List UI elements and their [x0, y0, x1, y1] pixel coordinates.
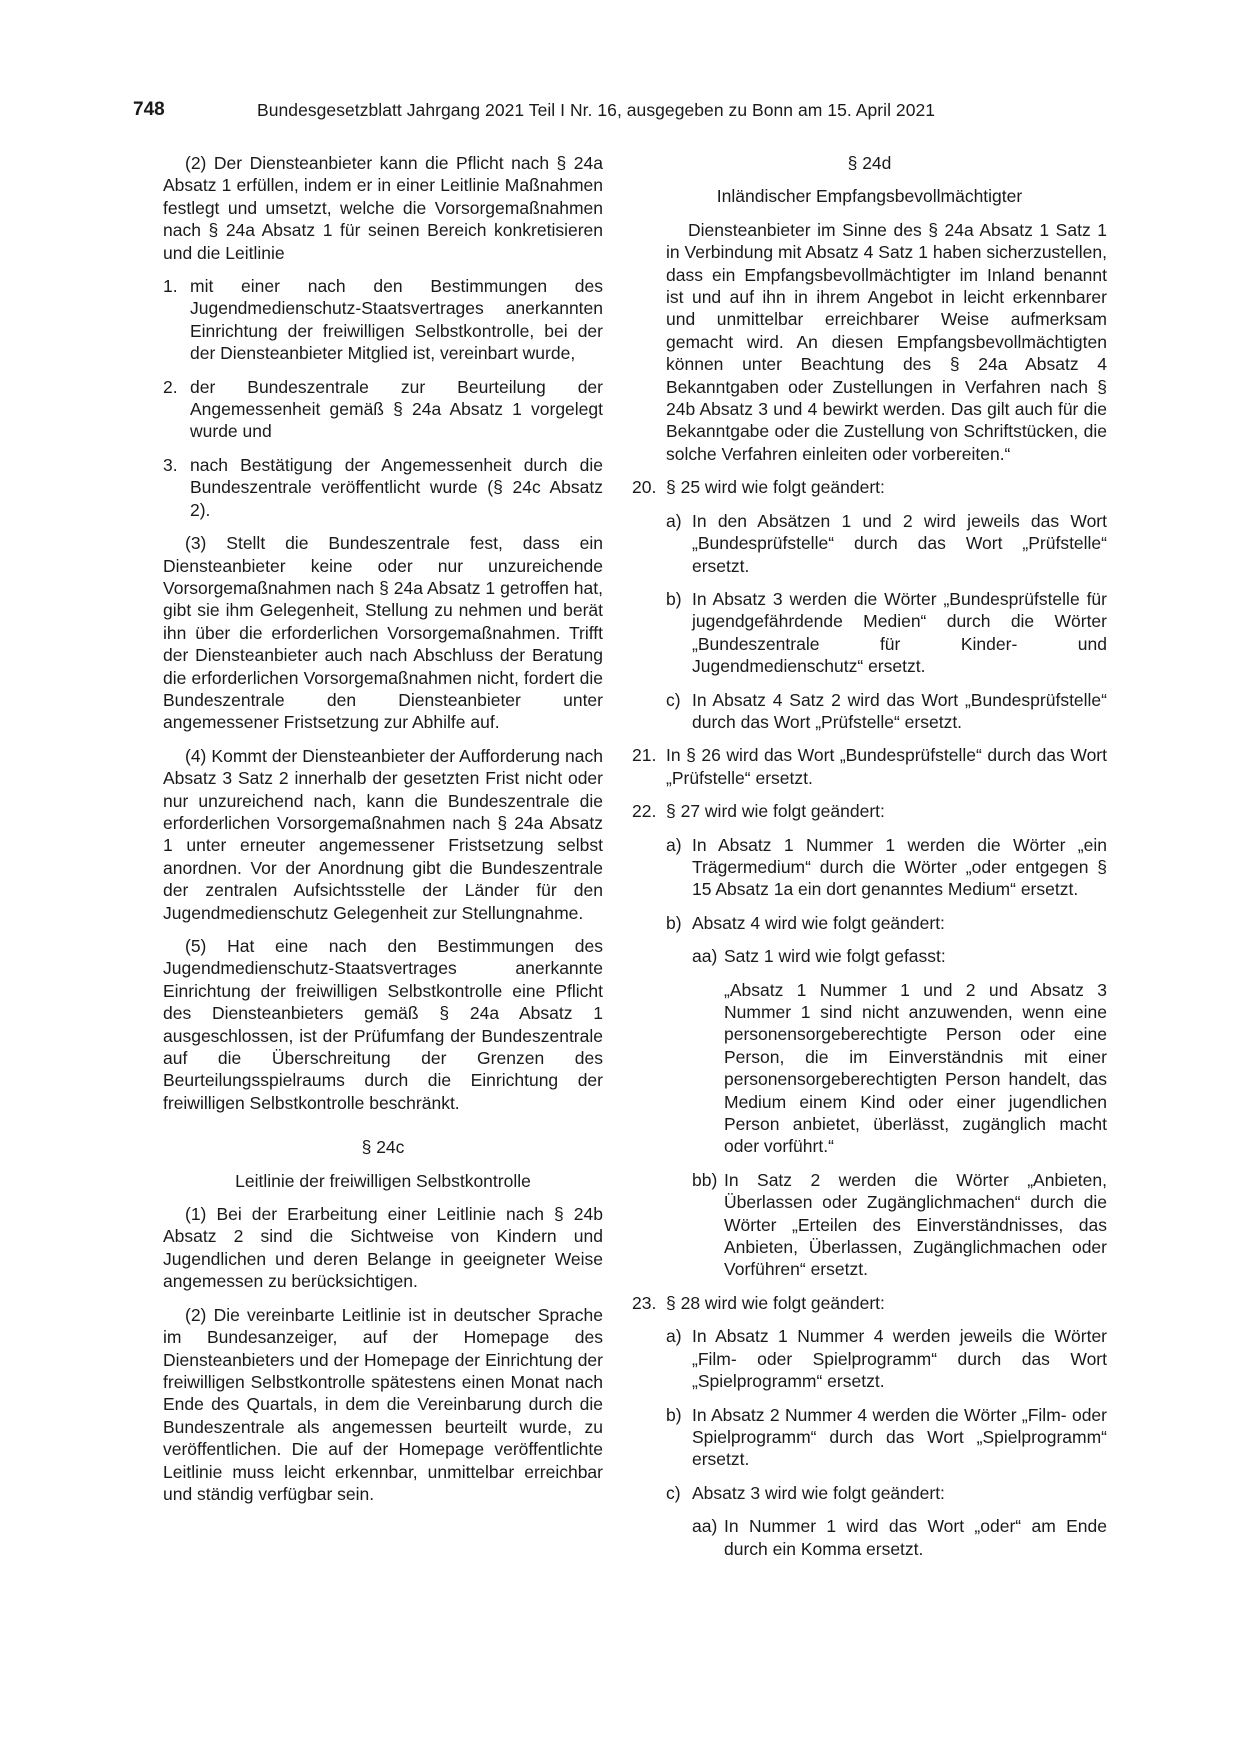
- subsubitem-label: aa): [692, 946, 718, 967]
- subitem-letter: a): [666, 510, 682, 531]
- subitem-text: Absatz 3 wird wie folgt geändert:: [692, 1482, 945, 1503]
- subsubitem-label: aa): [692, 1516, 718, 1537]
- subitem-text: In Absatz 3 werden die Wörter „Bundesprüfstelle für jugendgefährdende Medien“ durch die Wörter „Bundeszentrale für Kinder- und Jugendmedienschutz“ ersetzt.: [692, 588, 1107, 677]
- list-item-number: 1.: [163, 276, 178, 297]
- list-item-text: nach Bestätigung der Angemessenheit durch die Bundeszentrale veröffentlicht wurde (§ 24c Absatz 2).: [190, 454, 603, 520]
- list-item-text: mit einer nach den Bestimmungen des Jugendmedienschutz-Staatsvertrages anerkannten Einrichtung der freiwilligen Selbstkontrolle, bei der der Diensteanbieter Mitglied ist, vereinbart wurde,: [190, 276, 603, 364]
- amendment-text: § 27 wird wie folgt geändert:: [666, 801, 885, 822]
- amendment-number: 20.: [632, 477, 657, 498]
- list-item: [163, 376, 603, 443]
- section-24c-paragraph-1: (1) Bei der Erarbeitung einer Leitlinie nach § 24b Absatz 2 sind die Sichtweise von Kindern und Jugendlichen und deren Belange in geeigneter Weise angemessen zu berücksichtigen.: [163, 1204, 603, 1292]
- amendment-subsubitem: [692, 945, 1107, 967]
- subitem-text: In Absatz 4 Satz 2 wird das Wort „Bundesprüfstelle“ durch das Wort „Prüfstelle“ ersetzt.: [692, 689, 1107, 732]
- amendment-subitem: [666, 588, 1107, 678]
- list-item-number: 3.: [163, 454, 178, 475]
- subsubitem-text: In Satz 2 werden die Wörter „Anbieten, Überlassen oder Zugänglichmachen“ durch die Wörter „Erteilen des Einverständnisses, das Anbieten, Überlassen, Zugänglichmachen oder Vorführen“ ersetzt.: [724, 1169, 1107, 1280]
- section-24c-paragraph-2: (2) Die vereinbarte Leitlinie ist in deutscher Sprache im Bundesanzeiger, auf der Homepage des Diensteanbieters und der Homepage der Einrichtung der freiwilligen Selbstkontrolle spätestens einen Monat nach Ende des Quartals, in dem die Vereinbarung durch die Bundeszentrale als angemessen beurteilt wurde, zu veröffentlichen. Die auf der Homepage veröffentlichte Leitlinie muss leicht erkennbar, unmittelbar erreichbar und ständig verfügbar sein.: [163, 1304, 603, 1504]
- amendment-item: [632, 800, 1107, 822]
- subitem-letter: c): [666, 1482, 681, 1503]
- quoted-replacement-text: „Absatz 1 Nummer 1 und 2 und Absatz 3 Nummer 1 sind nicht anzuwenden, wenn eine personensorgeberechtigte Person oder eine Person, die im Einverständnis mit einer personensorgeberechtigten Person handelt, das Medium einem Kind oder einer jugendlichen Person anbietet, überlässt, zugänglich macht oder vorführt.“: [724, 979, 1107, 1157]
- left-column: [163, 152, 603, 1516]
- section-24d-text: Diensteanbieter im Sinne des § 24a Absatz 1 Satz 1 in Verbindung mit Absatz 4 Satz 1 haben sicherzustellen, dass ein Empfangsbevollmächtigter im Inland benannt ist und auf ihn in ihrem Angebot in leicht erkennbarer und unmittelbar erreichbarer Weise aufmerksam gemacht wird. An diesen Empfangsbevollmächtigten können unter Beachtung des § 24a Absatz 4 Bekanntgaben oder Zustellungen in Verfahren nach § 24b Absatz 3 und 4 bewirkt werden. Das gilt auch für die Bekanntgabe oder die Zustellung von Schriftstücken, die solche Verfahren einleiten oder vorbereiten.“: [666, 219, 1107, 464]
- amendment-item: [632, 1292, 1107, 1314]
- page-number: 748: [133, 99, 165, 120]
- paragraph-4: (4) Kommt der Diensteanbieter der Aufforderung nach Absatz 3 Satz 2 innerhalb der gesetzten Frist nicht oder nur unzureichend nach, kann die Bundeszentrale die erforderlichen Vorsorgemaßnahmen nach § 24a Absatz 1 unter erneuter angemessener Fristsetzung selbst anordnen. Vor der Anordnung gibt die Bundeszentrale der zentralen Aufsichtsstelle der Länder für den Jugendmedienschutz Gelegenheit zur Stellungnahme.: [163, 745, 603, 923]
- paragraph-5: (5) Hat eine nach den Bestimmungen des Jugendmedienschutz-Staatsvertrages anerkannte Einrichtung der freiwilligen Selbstkontrolle eine Pflicht des Diensteanbieters gemäß § 24a Absatz 1 ausgeschlossen, ist der Prüfumfang der Bundeszentrale auf die Überschreitung der Grenzen des Beurteilungsspielraums durch die Einrichtung der freiwilligen Selbstkontrolle beschränkt.: [163, 936, 603, 1113]
- subitem-letter: b): [666, 588, 682, 609]
- section-number: § 24d: [847, 153, 892, 173]
- list-item: [163, 275, 603, 365]
- amendment-text: In § 26 wird das Wort „Bundesprüfstelle“ durch das Wort „Prüfstelle“ ersetzt.: [666, 745, 1107, 788]
- amendment-subitem: [666, 510, 1107, 577]
- amendment-text: § 25 wird wie folgt geändert:: [666, 477, 885, 498]
- subitem-letter: a): [666, 834, 682, 855]
- amendment-item: [632, 476, 1107, 498]
- subsubitem-label: bb): [692, 1169, 718, 1190]
- section-title: Inländischer Empfangsbevollmächtigter: [716, 186, 1023, 207]
- amendment-subitem: [666, 1325, 1107, 1392]
- subitem-letter: c): [666, 689, 681, 710]
- section-number: § 24c: [361, 1137, 405, 1158]
- amendment-text: § 28 wird wie folgt geändert:: [666, 1292, 885, 1313]
- subitem-letter: b): [666, 1404, 682, 1425]
- subitem-text: In Absatz 1 Nummer 4 werden jeweils die Wörter „Film- oder Spielprogramm“ durch das Wort „Spielprogramm“ ersetzt.: [692, 1326, 1107, 1392]
- amendment-number: 22.: [632, 801, 657, 822]
- amendment-subitem: [666, 1404, 1107, 1471]
- list-item-number: 2.: [163, 376, 178, 397]
- amendment-subitem: [666, 912, 1107, 934]
- subitem-text: Absatz 4 wird wie folgt geändert:: [692, 912, 945, 933]
- paragraph-2-intro: (2) Der Diensteanbieter kann die Pflicht nach § 24a Absatz 1 erfüllen, indem er in einer Leitlinie Maßnahmen festlegt und umsetzt, welche die Vorsorgemaßnahmen nach § 24a Absatz 1 für seinen Bereich konkretisieren und die Leitlinie: [163, 153, 603, 263]
- amendment-subitem: [666, 1482, 1107, 1504]
- subitem-text: In den Absätzen 1 und 2 wird jeweils das Wort „Bundesprüfstelle“ durch das Wort „Prüfstelle“ ersetzt.: [692, 510, 1107, 576]
- amendment-number: 21.: [632, 745, 657, 766]
- subsubitem-text: Satz 1 wird wie folgt gefasst:: [724, 946, 946, 967]
- subitem-text: In Absatz 1 Nummer 1 werden die Wörter „ein Trägermedium“ durch die Wörter „oder entgegen § 15 Absatz 1a ein dort genanntes Medium“ ersetzt.: [692, 834, 1107, 900]
- amendment-subitem: [666, 689, 1107, 734]
- publication-title: Bundesgesetzblatt Jahrgang 2021 Teil I Nr. 16, ausgegeben zu Bonn am 15. April 2021: [257, 100, 936, 120]
- right-column: [632, 152, 1107, 1571]
- subitem-text: In Absatz 2 Nummer 4 werden die Wörter „Film- oder Spielprogramm“ durch das Wort „Spielprogramm“ ersetzt.: [692, 1404, 1107, 1470]
- page-header: [133, 99, 1108, 127]
- amendment-item: [632, 744, 1107, 789]
- list-item-text: der Bundeszentrale zur Beurteilung der Angemessenheit gemäß § 24a Absatz 1 vorgelegt wurde und: [190, 376, 603, 442]
- subitem-letter: a): [666, 1326, 682, 1347]
- amendment-subsubitem: [692, 1515, 1107, 1560]
- paragraph-3: (3) Stellt die Bundeszentrale fest, dass ein Diensteanbieter keine oder nur unzureichende Vorsorgemaßnahmen nach § 24a Absatz 1 getroffen hat, gibt sie ihm Gelegenheit, Stellung zu nehmen und berät ihn über die erforderlichen Vorsorgemaßnahmen. Trifft der Diensteanbieter auch nach Abschluss der Beratung die erforderlichen Vorsorgemaßnahmen nicht, fordert die Bundeszentrale den Diensteanbieter unter angemessener Fristsetzung zur Abhilfe auf.: [163, 533, 603, 733]
- amendment-subitem: [666, 834, 1107, 901]
- amendment-number: 23.: [632, 1292, 657, 1313]
- subsubitem-text: In Nummer 1 wird das Wort „oder“ am Ende durch ein Komma ersetzt.: [724, 1516, 1107, 1559]
- amendment-subsubitem: [692, 1169, 1107, 1281]
- section-title: Leitlinie der freiwilligen Selbstkontrolle: [235, 1170, 531, 1191]
- subitem-letter: b): [666, 912, 682, 933]
- list-item: [163, 454, 603, 521]
